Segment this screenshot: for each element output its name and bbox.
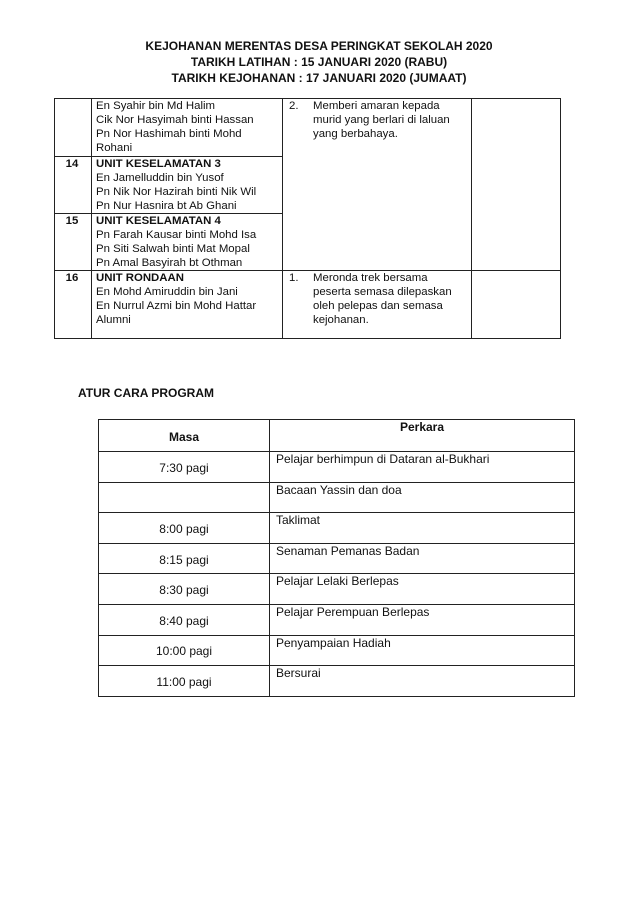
header-event-date: TARIKH KEJOHANAN : 17 JANUARI 2020 (JUMAAT) (171, 71, 467, 85)
time-cell: 10:00 pagi (99, 635, 270, 666)
task-cell (283, 99, 472, 271)
task-number: 1. (289, 272, 299, 284)
activity-cell: Bacaan Yassin dan doa (270, 482, 575, 513)
table-row (99, 666, 575, 697)
row-number (55, 99, 92, 157)
activity-cell: Penyampaian Hadiah (270, 635, 575, 666)
time-cell: 8:00 pagi (99, 513, 270, 544)
table-row (99, 635, 575, 666)
header-training-date: TARIKH LATIHAN : 15 JANUARI 2020 (RABU) (190, 55, 448, 69)
unit-cell (92, 99, 283, 157)
time-cell: 7:30 pagi (99, 452, 270, 483)
member-name: Cik Nor Hasyimah binti Hassan (96, 114, 254, 126)
member-name: Pn Siti Salwah binti Mat Mopal (96, 243, 250, 255)
units-table (54, 98, 561, 339)
row-number: 15 (55, 214, 92, 271)
time-cell: 8:15 pagi (99, 543, 270, 574)
activity-cell: Taklimat (270, 513, 575, 544)
time-cell: 8:40 pagi (99, 604, 270, 635)
unit-cell (92, 157, 283, 214)
column-header-perkara: Perkara (270, 420, 575, 452)
table-header-row (99, 420, 575, 452)
member-name: Pn Farah Kausar binti Mohd Isa (96, 229, 257, 241)
unit-title: UNIT KESELAMATAN 4 (96, 215, 221, 227)
task-text: Meronda trek bersama peserta semasa dilepaskan oleh pelepas dan semasa kejohanan. (313, 272, 452, 326)
extra-cell (472, 99, 561, 271)
activity-cell: Pelajar berhimpun di Dataran al-Bukhari (270, 452, 575, 483)
activity-cell: Pelajar Lelaki Berlepas (270, 574, 575, 605)
column-header-masa: Masa (99, 420, 270, 452)
member-name: Pn Nur Hasnira bt Ab Ghani (96, 200, 237, 212)
table-row (99, 482, 575, 513)
document-header (0, 38, 638, 86)
table-row (99, 452, 575, 483)
unit-cell (92, 214, 283, 271)
activity-cell: Senaman Pemanas Badan (270, 543, 575, 574)
member-name: Pn Amal Basyirah bt Othman (96, 257, 243, 269)
unit-title: UNIT RONDAAN (96, 272, 184, 284)
time-cell: 8:30 pagi (99, 574, 270, 605)
table-row (55, 271, 561, 339)
table-row (99, 513, 575, 544)
time-cell: 11:00 pagi (99, 666, 270, 697)
member-name: Pn Nor Hashimah binti Mohd Rohani (96, 128, 242, 154)
row-number: 16 (55, 271, 92, 339)
header-title: KEJOHANAN MERENTAS DESA PERINGKAT SEKOLAH 2020 (145, 39, 493, 53)
table-row (99, 604, 575, 635)
unit-title: UNIT KESELAMATAN 3 (96, 158, 221, 170)
program-heading: ATUR CARA PROGRAM (78, 386, 214, 400)
time-cell (99, 482, 270, 513)
member-name: En Jamelluddin bin Yusof (96, 172, 224, 184)
member-name: En Syahir bin Md Halim (96, 100, 216, 112)
member-name: En Mohd Amiruddin bin Jani (96, 286, 238, 298)
row-number: 14 (55, 157, 92, 214)
activity-cell: Bersurai (270, 666, 575, 697)
unit-cell (92, 271, 283, 339)
program-table (98, 419, 575, 697)
task-text: Memberi amaran kepada murid yang berlari di laluan yang berbahaya. (313, 100, 450, 140)
table-row (55, 99, 561, 157)
task-item (283, 271, 471, 327)
task-number: 2. (289, 100, 299, 112)
task-item (283, 99, 471, 141)
table-row (99, 574, 575, 605)
extra-cell (472, 271, 561, 339)
activity-cell: Pelajar Perempuan Berlepas (270, 604, 575, 635)
task-cell (283, 271, 472, 339)
table-row (99, 543, 575, 574)
member-name: Alumni (96, 314, 131, 326)
member-name: Pn Nik Nor Hazirah binti Nik Wil (96, 186, 257, 198)
member-name: En Nurrul Azmi bin Mohd Hattar (96, 300, 257, 312)
